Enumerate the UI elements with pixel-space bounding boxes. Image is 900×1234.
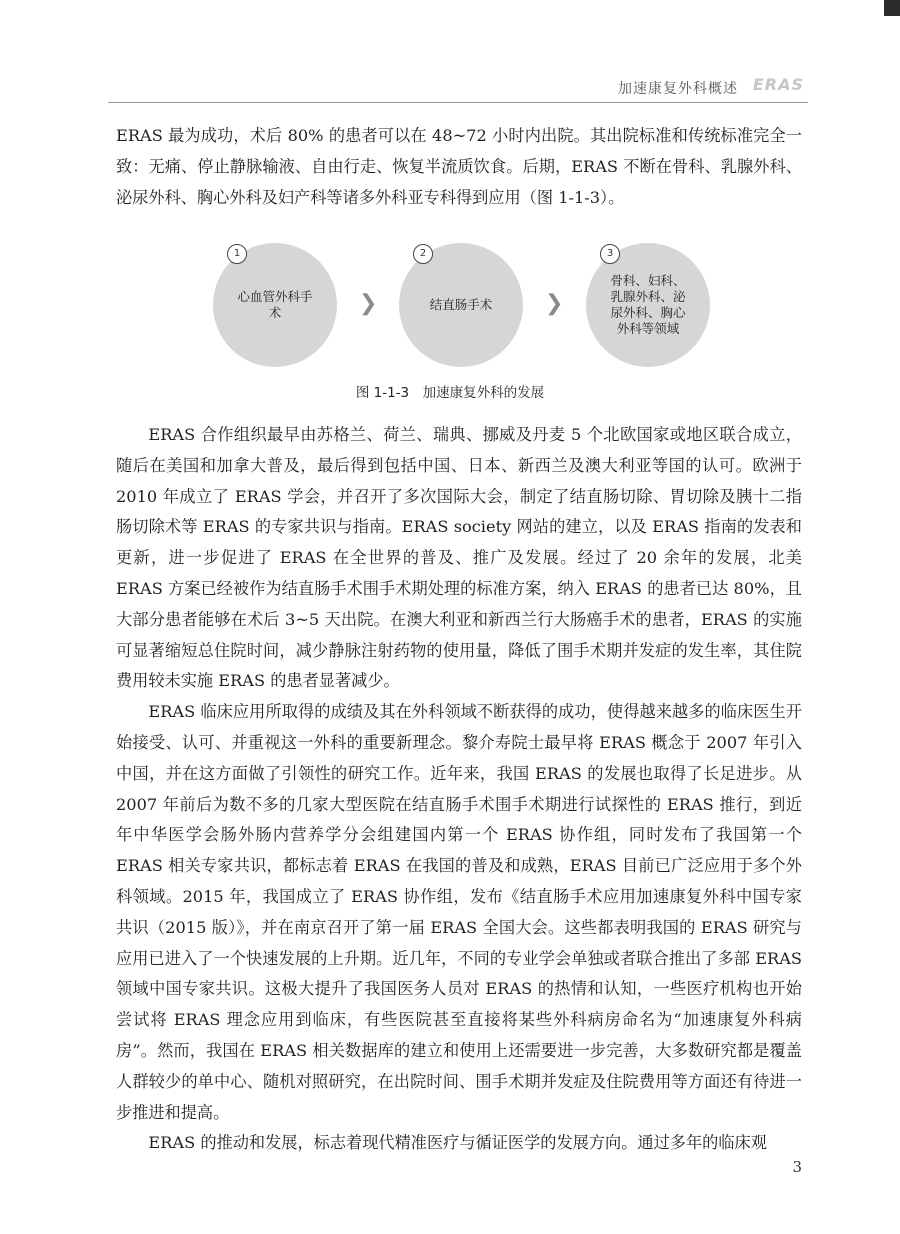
chevron-right-icon: ❯ [545,291,564,316]
step-number-badge: 1 [227,244,247,264]
eras-logo: ERAS [752,75,804,94]
step-number-badge: 2 [413,244,433,264]
paragraph: ERAS 最为成功，术后 80% 的患者可以在 48~72 小时内出院。其出院标准和传统标准完全一致：无痛、停止静脉输液、自由行走、恢复半流质饮食。后期，ERAS 不断在骨科、乳腺外科、泌尿外科、胸心外科及妇产科等诸多外科亚专科得到应用（图 1-1-3）。 [116,126,802,207]
step-label: 结直肠手术 [429,297,493,312]
figure-caption: 图 1-1-3 加速康复外科的发展 [355,385,545,401]
main-text-block [116,420,802,1159]
step-number-badge: 3 [600,244,620,264]
top-text-block [116,121,802,213]
page-number: 3 [792,1158,802,1176]
running-header [108,74,808,104]
paragraph: ERAS 合作组织最早由苏格兰、荷兰、瑞典、挪威及丹麦 5 个北欧国家或地区联合成立，随后在美国和加拿大普及，最后得到包括中国、日本、新西兰及澳大利亚等国的认可。欧洲于 2010 年成立了 ERAS 学会，并召开了多次国际大会，制定了结直肠切除、胃切除及胰十二指肠切除术等 ERAS 的专家共识与指南。ERAS society 网站的建立，以及 ERAS 指南的发表和更新，进一步促进了 ERAS 在全世界的普及、推广及发展。经过了 20 余年的发展，北美 ERAS 方案已经被作为结直肠手术围手术期处理的标准方案，纳入 ERAS 的患者已达 80%，且大部分患者能够在术后 3~5 天出院。在澳大利亚和新西兰行大肠癌手术的患者，ERAS 的实施可显著缩短总住院时间，减少静脉注射药物的使用量，降低了围手术期并发症的发生率，其住院费用较未实施 ERAS 的患者显著减少。 [116,425,802,691]
step-label: 骨科、妇科、乳腺外科、泌尿外科、胸心外科等领域 [610,273,686,336]
paragraph: ERAS 的推动和发展，标志着现代精准医疗与循证医学的发展方向。通过多年的临床观 [148,1133,767,1153]
figure-eras-development [213,243,713,367]
step-label: 心血管外科手术 [237,289,313,320]
header-rule [108,102,808,103]
paragraph: ERAS 临床应用所取得的成绩及其在外科领域不断获得的成功，使得越来越多的临床医生开始接受、认可、并重视这一外科的重要新理念。黎介寿院士最早将 ERAS 概念于 2007 年引入中国，并在这方面做了引领性的研究工作。近年来，我国 ERAS 的发展也取得了长足进步。从 2007 年前后为数不多的几家大型医院在结直肠手术围手术期进行试探性的 ERAS 推行，到近年中华医学会肠外肠内营养学分会组建国内第一个 ERAS 协作组，同时发布了我国第一个 ERAS 相关专家共识，都标志着 ERAS 在我国的普及和成熟，ERAS 目前已广泛应用于多个外科领域。2015 年，我国成立了 ERAS 协作组，发布《结直肠手术应用加速康复外科中国专家共识（2015 版）》，并在南京召开了第一届 ERAS 全国大会。这些都表明我国的 ERAS 研究与应用已进入了一个快速发展的上升期。近几年，不同的专业学会单独或者联合推出了多部 ERAS 领域中国专家共识。这极大提升了我国医务人员对 ERAS 的热情和认知，一些医疗机构也开始尝试将 ERAS 理念应用到临床，有些医院甚至直接将某些外科病房命名为“加速康复外科病房”。然而，我国在 ERAS 相关数据库的建立和使用上还需要进一步完善，大多数研究都是覆盖人群较少的单中心、随机对照研究，在出院时间、围手术期并发症及住院费用等方面还有待进一步推进和提高。 [116,702,802,1122]
corner-mark [884,0,900,16]
chapter-title: 加速康复外科概述 [618,81,738,97]
chevron-right-icon: ❯ [359,291,378,316]
